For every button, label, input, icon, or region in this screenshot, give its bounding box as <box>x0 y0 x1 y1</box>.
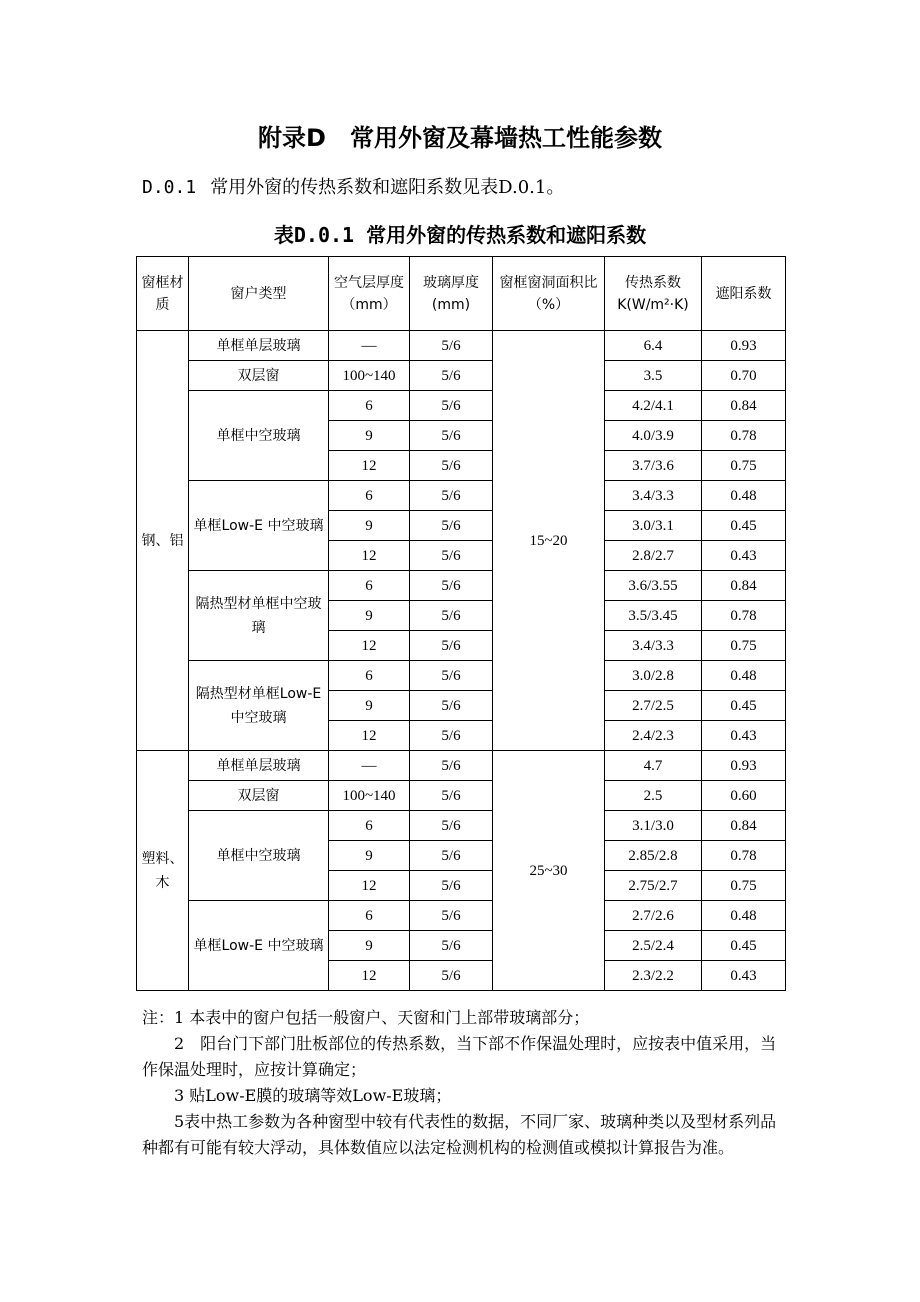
section-number: D.0.1 <box>142 177 197 198</box>
shading-coefficient-cell: 0.84 <box>702 811 786 841</box>
k-value-cell: 2.7/2.6 <box>605 901 702 931</box>
glass-thickness-cell: 5/6 <box>410 661 493 691</box>
k-value-cell: 2.7/2.5 <box>605 691 702 721</box>
window-type-cell: 单框Low-E 中空玻璃 <box>189 481 329 571</box>
air-layer-cell: 9 <box>329 841 410 871</box>
glass-thickness-cell: 5/6 <box>410 331 493 361</box>
k-value-cell: 6.4 <box>605 331 702 361</box>
table-header-row <box>137 257 786 331</box>
table-row <box>137 361 786 391</box>
window-type-cell: 隔热型材单框中空玻璃 <box>189 571 329 661</box>
shading-coefficient-cell: 0.78 <box>702 421 786 451</box>
header-frame-ratio: 窗框窗洞面积比（%） <box>493 257 605 331</box>
shading-coefficient-cell: 0.84 <box>702 391 786 421</box>
table-row <box>137 781 786 811</box>
glass-thickness-cell: 5/6 <box>410 931 493 961</box>
table-notes <box>142 1005 782 1161</box>
air-layer-cell: 12 <box>329 721 410 751</box>
air-layer-cell: — <box>329 751 410 781</box>
frame-ratio-cell: 15~20 <box>493 331 605 751</box>
window-type-cell: 双层窗 <box>189 781 329 811</box>
window-type-cell: 双层窗 <box>189 361 329 391</box>
k-value-cell: 3.6/3.55 <box>605 571 702 601</box>
air-layer-cell: 12 <box>329 451 410 481</box>
k-value-cell: 2.8/2.7 <box>605 541 702 571</box>
air-layer-cell: 6 <box>329 391 410 421</box>
k-value-cell: 3.4/3.3 <box>605 631 702 661</box>
air-layer-cell: 6 <box>329 901 410 931</box>
air-layer-cell: 12 <box>329 961 410 991</box>
shading-coefficient-cell: 0.93 <box>702 331 786 361</box>
table-number: 表D.0.1 <box>273 223 355 247</box>
air-layer-cell: 12 <box>329 631 410 661</box>
k-value-cell: 4.7 <box>605 751 702 781</box>
glass-thickness-cell: 5/6 <box>410 601 493 631</box>
glass-thickness-cell: 5/6 <box>410 631 493 661</box>
air-layer-cell: 6 <box>329 811 410 841</box>
k-value-cell: 2.5/2.4 <box>605 931 702 961</box>
k-value-cell: 4.0/3.9 <box>605 421 702 451</box>
k-value-cell: 3.1/3.0 <box>605 811 702 841</box>
k-value-cell: 4.2/4.1 <box>605 391 702 421</box>
table-row <box>137 901 786 931</box>
glass-thickness-cell: 5/6 <box>410 901 493 931</box>
frame-material-cell: 钢、铝 <box>137 331 189 751</box>
window-type-cell: 单框单层玻璃 <box>189 751 329 781</box>
glass-thickness-cell: 5/6 <box>410 361 493 391</box>
note-5: 5表中热工参数为各种窗型中较有代表性的数据，不同厂家、玻璃种类以及型材系列品种都有可能有较大浮动，具体数值应以法定检测机构的检测值或模拟计算报告为准。 <box>142 1112 777 1157</box>
k-value-cell: 2.5 <box>605 781 702 811</box>
glass-thickness-cell: 5/6 <box>410 871 493 901</box>
air-layer-cell: 6 <box>329 481 410 511</box>
shading-coefficient-cell: 0.45 <box>702 691 786 721</box>
glass-thickness-cell: 5/6 <box>410 511 493 541</box>
table-row <box>137 481 786 511</box>
frame-ratio-cell: 25~30 <box>493 751 605 991</box>
k-value-cell: 2.85/2.8 <box>605 841 702 871</box>
shading-coefficient-cell: 0.60 <box>702 781 786 811</box>
table-caption <box>0 219 920 248</box>
k-value-cell: 3.5 <box>605 361 702 391</box>
shading-coefficient-cell: 0.78 <box>702 841 786 871</box>
k-value-cell: 3.0/3.1 <box>605 511 702 541</box>
k-value-cell: 2.3/2.2 <box>605 961 702 991</box>
glass-thickness-cell: 5/6 <box>410 721 493 751</box>
shading-coefficient-cell: 0.78 <box>702 601 786 631</box>
glass-thickness-cell: 5/6 <box>410 481 493 511</box>
air-layer-cell: 100~140 <box>329 361 410 391</box>
glass-thickness-cell: 5/6 <box>410 961 493 991</box>
k-value-cell: 3.0/2.8 <box>605 661 702 691</box>
shading-coefficient-cell: 0.45 <box>702 931 786 961</box>
glass-thickness-cell: 5/6 <box>410 781 493 811</box>
page-title: 附录D 常用外窗及幕墙热工性能参数 <box>258 124 662 152</box>
k-value-cell: 3.4/3.3 <box>605 481 702 511</box>
glass-thickness-cell: 5/6 <box>410 751 493 781</box>
window-type-cell: 隔热型材单框Low-E 中空玻璃 <box>189 661 329 751</box>
glass-thickness-cell: 5/6 <box>410 691 493 721</box>
table-row <box>137 811 786 841</box>
header-air-layer: 空气层厚度（mm） <box>329 257 410 331</box>
glass-thickness-cell: 5/6 <box>410 451 493 481</box>
window-type-cell: 单框中空玻璃 <box>189 811 329 901</box>
glass-thickness-cell: 5/6 <box>410 811 493 841</box>
shading-coefficient-cell: 0.93 <box>702 751 786 781</box>
shading-coefficient-cell: 0.48 <box>702 901 786 931</box>
shading-coefficient-cell: 0.84 <box>702 571 786 601</box>
shading-coefficient-cell: 0.48 <box>702 661 786 691</box>
k-value-cell: 2.75/2.7 <box>605 871 702 901</box>
header-glass-thickness: 玻璃厚度(mm) <box>410 257 493 331</box>
glass-thickness-cell: 5/6 <box>410 841 493 871</box>
glass-thickness-cell: 5/6 <box>410 541 493 571</box>
window-type-cell: 单框中空玻璃 <box>189 391 329 481</box>
shading-coefficient-cell: 0.45 <box>702 511 786 541</box>
section-heading <box>142 173 564 199</box>
glass-thickness-cell: 5/6 <box>410 421 493 451</box>
header-window-type: 窗户类型 <box>189 257 329 331</box>
header-shading: 遮阳系数 <box>702 257 786 331</box>
air-layer-cell: 9 <box>329 931 410 961</box>
window-type-cell: 单框Low-E 中空玻璃 <box>189 901 329 991</box>
table-row <box>137 571 786 601</box>
shading-coefficient-cell: 0.75 <box>702 631 786 661</box>
air-layer-cell: 9 <box>329 511 410 541</box>
window-performance-table <box>136 256 786 991</box>
glass-thickness-cell: 5/6 <box>410 571 493 601</box>
k-value-cell: 3.5/3.45 <box>605 601 702 631</box>
table-row <box>137 751 786 781</box>
shading-coefficient-cell: 0.70 <box>702 361 786 391</box>
shading-coefficient-cell: 0.48 <box>702 481 786 511</box>
table-title: 常用外窗的传热系数和遮阳系数 <box>366 223 647 247</box>
table-row <box>137 661 786 691</box>
shading-coefficient-cell: 0.75 <box>702 451 786 481</box>
air-layer-cell: 6 <box>329 571 410 601</box>
frame-material-cell: 塑料、木 <box>137 751 189 991</box>
shading-coefficient-cell: 0.43 <box>702 961 786 991</box>
air-layer-cell: 12 <box>329 541 410 571</box>
table-row <box>137 331 786 361</box>
air-layer-cell: 9 <box>329 601 410 631</box>
air-layer-cell: 100~140 <box>329 781 410 811</box>
air-layer-cell: 12 <box>329 871 410 901</box>
air-layer-cell: 9 <box>329 421 410 451</box>
header-frame-material: 窗框材质 <box>137 257 189 331</box>
shading-coefficient-cell: 0.75 <box>702 871 786 901</box>
note-1: 注：1 本表中的窗户包括一般窗户、天窗和门上部带玻璃部分； <box>142 1008 590 1027</box>
note-3: 3 贴Low-E膜的玻璃等效Low-E玻璃； <box>174 1086 452 1105</box>
shading-coefficient-cell: 0.43 <box>702 721 786 751</box>
k-value-cell: 2.4/2.3 <box>605 721 702 751</box>
glass-thickness-cell: 5/6 <box>410 391 493 421</box>
header-k-value: 传热系数K(W/m²·K) <box>605 257 702 331</box>
note-2: 2 阳台门下部门肚板部位的传热系数，当下部不作保温处理时，应按表中值采用，当作保温处理时，应按计算确定； <box>142 1034 777 1079</box>
shading-coefficient-cell: 0.43 <box>702 541 786 571</box>
table-row <box>137 391 786 421</box>
air-layer-cell: 9 <box>329 691 410 721</box>
k-value-cell: 3.7/3.6 <box>605 451 702 481</box>
air-layer-cell: — <box>329 331 410 361</box>
section-text: 常用外窗的传热系数和遮阳系数见表D.0.1。 <box>210 177 565 198</box>
air-layer-cell: 6 <box>329 661 410 691</box>
window-type-cell: 单框单层玻璃 <box>189 331 329 361</box>
